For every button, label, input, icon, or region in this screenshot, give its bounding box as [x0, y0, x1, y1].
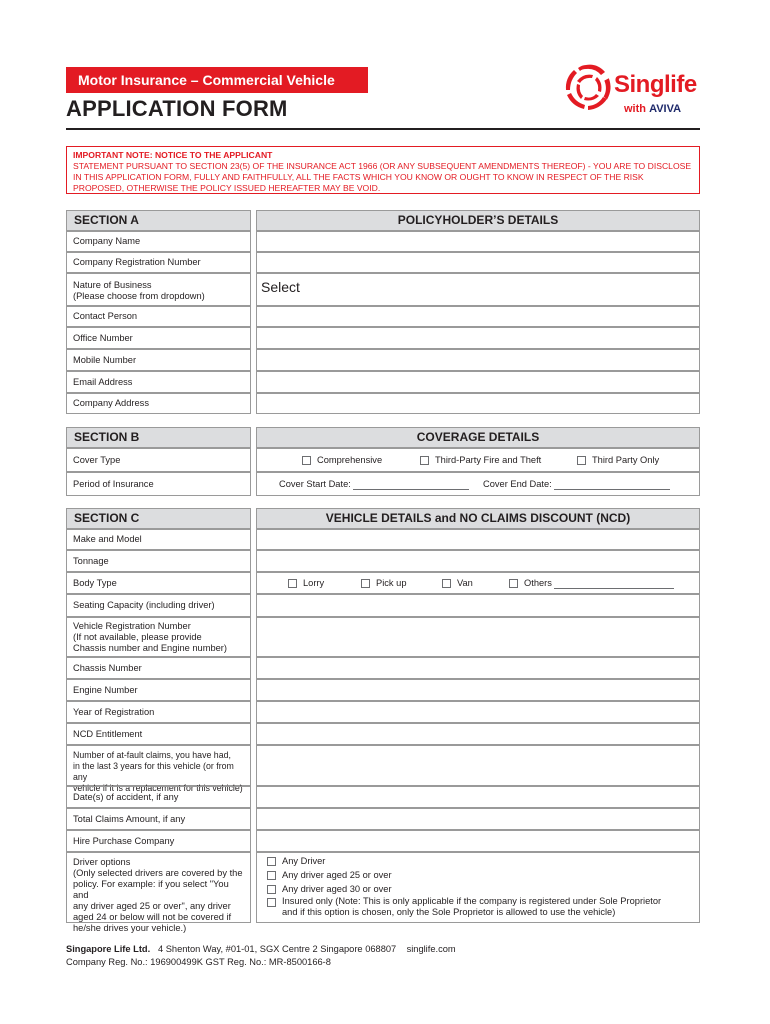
company-reg-label: Company Registration Number: [66, 252, 251, 273]
driver-option-label: Any Driver: [282, 856, 326, 866]
body-option-label: Lorry: [303, 578, 325, 588]
total-claims-label: Total Claims Amount, if any: [66, 808, 251, 830]
accident-dates-field[interactable]: [256, 786, 700, 808]
engine-number-field[interactable]: [256, 679, 700, 701]
make-model-field[interactable]: [256, 529, 700, 550]
checkbox-icon[interactable]: [361, 579, 370, 588]
cover-option-tpft[interactable]: [420, 449, 541, 471]
body-type-options: [256, 572, 700, 594]
footer-registration: Company Reg. No.: 196900499K GST Reg. No.: MR-8500166-8: [66, 957, 331, 967]
checkbox-icon[interactable]: [302, 456, 311, 465]
seating-capacity-label: Seating Capacity (including driver): [66, 594, 251, 617]
checkbox-icon[interactable]: [267, 898, 276, 907]
office-number-label: Office Number: [66, 327, 251, 349]
driver-option-label: Any driver aged 25 or over: [282, 869, 392, 880]
body-type-label: Body Type: [66, 572, 251, 594]
claims-label: [66, 745, 251, 793]
cover-option-comprehensive[interactable]: [302, 449, 382, 471]
mobile-number-label: Mobile Number: [66, 349, 251, 371]
hire-purchase-label: Hire Purchase Company: [66, 830, 251, 852]
claims-line3: vehicle if it is a replacement for this vehicle): [73, 783, 243, 793]
email-address-field[interactable]: [256, 371, 700, 393]
nature-label-line1: Nature of Business: [73, 280, 152, 290]
driver-line1: Driver options: [73, 857, 131, 867]
footer-website[interactable]: singlife.com: [406, 944, 456, 954]
form-banner: Motor Insurance – Commercial Vehicle: [66, 67, 368, 93]
page-title: APPLICATION FORM: [66, 96, 288, 121]
nature-select-value: Select: [261, 279, 300, 295]
important-note-body: STATEMENT PURSUANT TO SECTION 23(5) OF THE INSURANCE ACT 1966 (OR ANY SUBSEQUENT AMENDMENTS THEREOF) - YOU ARE TO DISCLOSE IN THIS APPLICATION FORM, FULLY AND FAITHFULLY, ALL THE FACTS WHICH YOU KNOW OR OUGHT TO KNOW IN RESPECT OF THE RISK PROPOSED, OTHERWISE THE POLICY ISSUED HEREAFTER MAY BE VOID.: [73, 161, 692, 193]
checkbox-icon[interactable]: [577, 456, 586, 465]
section-a-label: SECTION A: [66, 210, 251, 231]
cover-option-label: Third-Party Fire and Theft: [435, 455, 542, 465]
checkbox-icon[interactable]: [420, 456, 429, 465]
driver-line6: he/she drives your vehicle.): [73, 923, 187, 933]
body-option-lorry[interactable]: [288, 573, 324, 593]
claims-line1: Number of at-fault claims, you have had,: [73, 750, 231, 760]
checkbox-icon[interactable]: [267, 857, 276, 866]
driver-option-label: Any driver aged 30 or over: [282, 883, 392, 894]
cover-type-options: [256, 448, 700, 472]
section-b-title: COVERAGE DETAILS: [256, 427, 700, 448]
nature-of-business-dropdown[interactable]: [256, 273, 700, 306]
section-b-label: SECTION B: [66, 427, 251, 448]
make-model-label: Make and Model: [66, 529, 251, 550]
cover-start-date[interactable]: [279, 473, 469, 495]
claims-field[interactable]: [256, 745, 700, 786]
cover-option-label: Comprehensive: [317, 455, 383, 465]
tonnage-field[interactable]: [256, 550, 700, 572]
brand-logo-text: Singlife: [614, 71, 697, 98]
driver-line2: (Only selected drivers are covered by the: [73, 868, 243, 878]
driver-option-25[interactable]: [267, 869, 661, 883]
driver-options-list: [267, 855, 661, 917]
vrn-line3: Chassis number and Engine number): [73, 643, 227, 653]
company-reg-field[interactable]: [256, 252, 700, 273]
body-option-others[interactable]: [509, 573, 674, 593]
body-option-pickup[interactable]: [361, 573, 407, 593]
section-c-label: SECTION C: [66, 508, 251, 529]
cover-end-label: Cover End Date:: [483, 479, 552, 489]
driver-option-any[interactable]: [267, 855, 661, 869]
driver-line3: policy. For example: if you select "You and: [73, 879, 229, 900]
year-registration-field[interactable]: [256, 701, 700, 723]
section-a-title: POLICYHOLDER’S DETAILS: [256, 210, 700, 231]
brand-logo-subtitle: with AVIVA: [624, 103, 682, 115]
vehicle-reg-label: [66, 617, 251, 657]
hire-purchase-field[interactable]: [256, 830, 700, 852]
engine-number-label: Engine Number: [66, 679, 251, 701]
important-note: [66, 146, 700, 194]
cover-type-label: Cover Type: [66, 448, 251, 472]
chassis-number-label: Chassis Number: [66, 657, 251, 679]
checkbox-icon[interactable]: [442, 579, 451, 588]
company-name-field[interactable]: [256, 231, 700, 252]
claims-line2: in the last 3 years for this vehicle (or from any: [73, 761, 234, 782]
accident-dates-label: Date(s) of accident, if any: [66, 786, 251, 808]
cover-end-line[interactable]: [554, 479, 670, 490]
period-fields: [256, 472, 700, 496]
checkbox-icon[interactable]: [509, 579, 518, 588]
important-note-title: IMPORTANT NOTE: NOTICE TO THE APPLICANT: [73, 150, 273, 160]
driver-option-30[interactable]: [267, 883, 661, 897]
cover-option-label: Third Party Only: [592, 455, 660, 465]
footer-address: 4 Shenton Way, #01-01, SGX Centre 2 Singapore 068807: [157, 944, 397, 954]
period-label: Period of Insurance: [66, 472, 251, 496]
nature-label-line2: (Please choose from dropdown): [73, 291, 205, 301]
singlife-logo-icon: [564, 62, 614, 112]
checkbox-icon[interactable]: [267, 871, 276, 880]
driver-line4: any driver aged 25 or over", any driver: [73, 901, 231, 911]
driver-option-insured-only[interactable]: [267, 896, 661, 917]
tonnage-label: Tonnage: [66, 550, 251, 572]
cover-start-label: Cover Start Date:: [279, 479, 351, 489]
footer-company-line: [66, 944, 456, 954]
contact-person-field[interactable]: [256, 306, 700, 327]
body-option-label: Pick up: [376, 578, 407, 588]
insured-only-line2: and if this option is chosen, only the Sole Proprietor is allowed to use the vehicle): [282, 906, 616, 917]
body-option-label: Others: [524, 578, 552, 588]
year-registration-label: Year of Registration: [66, 701, 251, 723]
vrn-line2: (If not available, please provide: [73, 632, 202, 642]
others-specify-line[interactable]: [554, 578, 674, 589]
total-claims-field[interactable]: [256, 808, 700, 830]
company-address-field[interactable]: [256, 393, 700, 414]
ncd-entitlement-field[interactable]: [256, 723, 700, 745]
body-option-label: Van: [457, 578, 473, 588]
vehicle-reg-field[interactable]: [256, 617, 700, 657]
contact-person-label: Contact Person: [66, 306, 251, 327]
nature-of-business-label: [66, 273, 251, 306]
driver-options-label: [66, 852, 251, 933]
driver-option-label: [282, 896, 661, 917]
header-divider: [66, 128, 700, 130]
chassis-number-field[interactable]: [256, 657, 700, 679]
section-c-title: VEHICLE DETAILS and NO CLAIMS DISCOUNT (NCD): [256, 508, 700, 529]
office-number-field[interactable]: [256, 327, 700, 349]
mobile-number-field[interactable]: [256, 349, 700, 371]
body-option-van[interactable]: [442, 573, 473, 593]
company-address-label: Company Address: [66, 393, 251, 414]
footer-company: Singapore Life Ltd.: [66, 944, 151, 954]
insured-only-line1: Insured only (Note: This is only applicable if the company is registered under Sole Proprietor: [282, 896, 662, 907]
ncd-entitlement-label: NCD Entitlement: [66, 723, 251, 745]
vrn-line1: Vehicle Registration Number: [73, 621, 191, 631]
checkbox-icon[interactable]: [267, 885, 276, 894]
company-name-label: Company Name: [66, 231, 251, 252]
checkbox-icon[interactable]: [288, 579, 297, 588]
email-address-label: Email Address: [66, 371, 251, 393]
seating-capacity-field[interactable]: [256, 594, 700, 617]
driver-options-field: [256, 852, 700, 923]
cover-option-third-party[interactable]: [577, 449, 659, 471]
driver-line5: aged 24 or below will not be covered if: [73, 912, 232, 922]
cover-start-line[interactable]: [353, 479, 469, 490]
cover-end-date[interactable]: [483, 473, 670, 495]
